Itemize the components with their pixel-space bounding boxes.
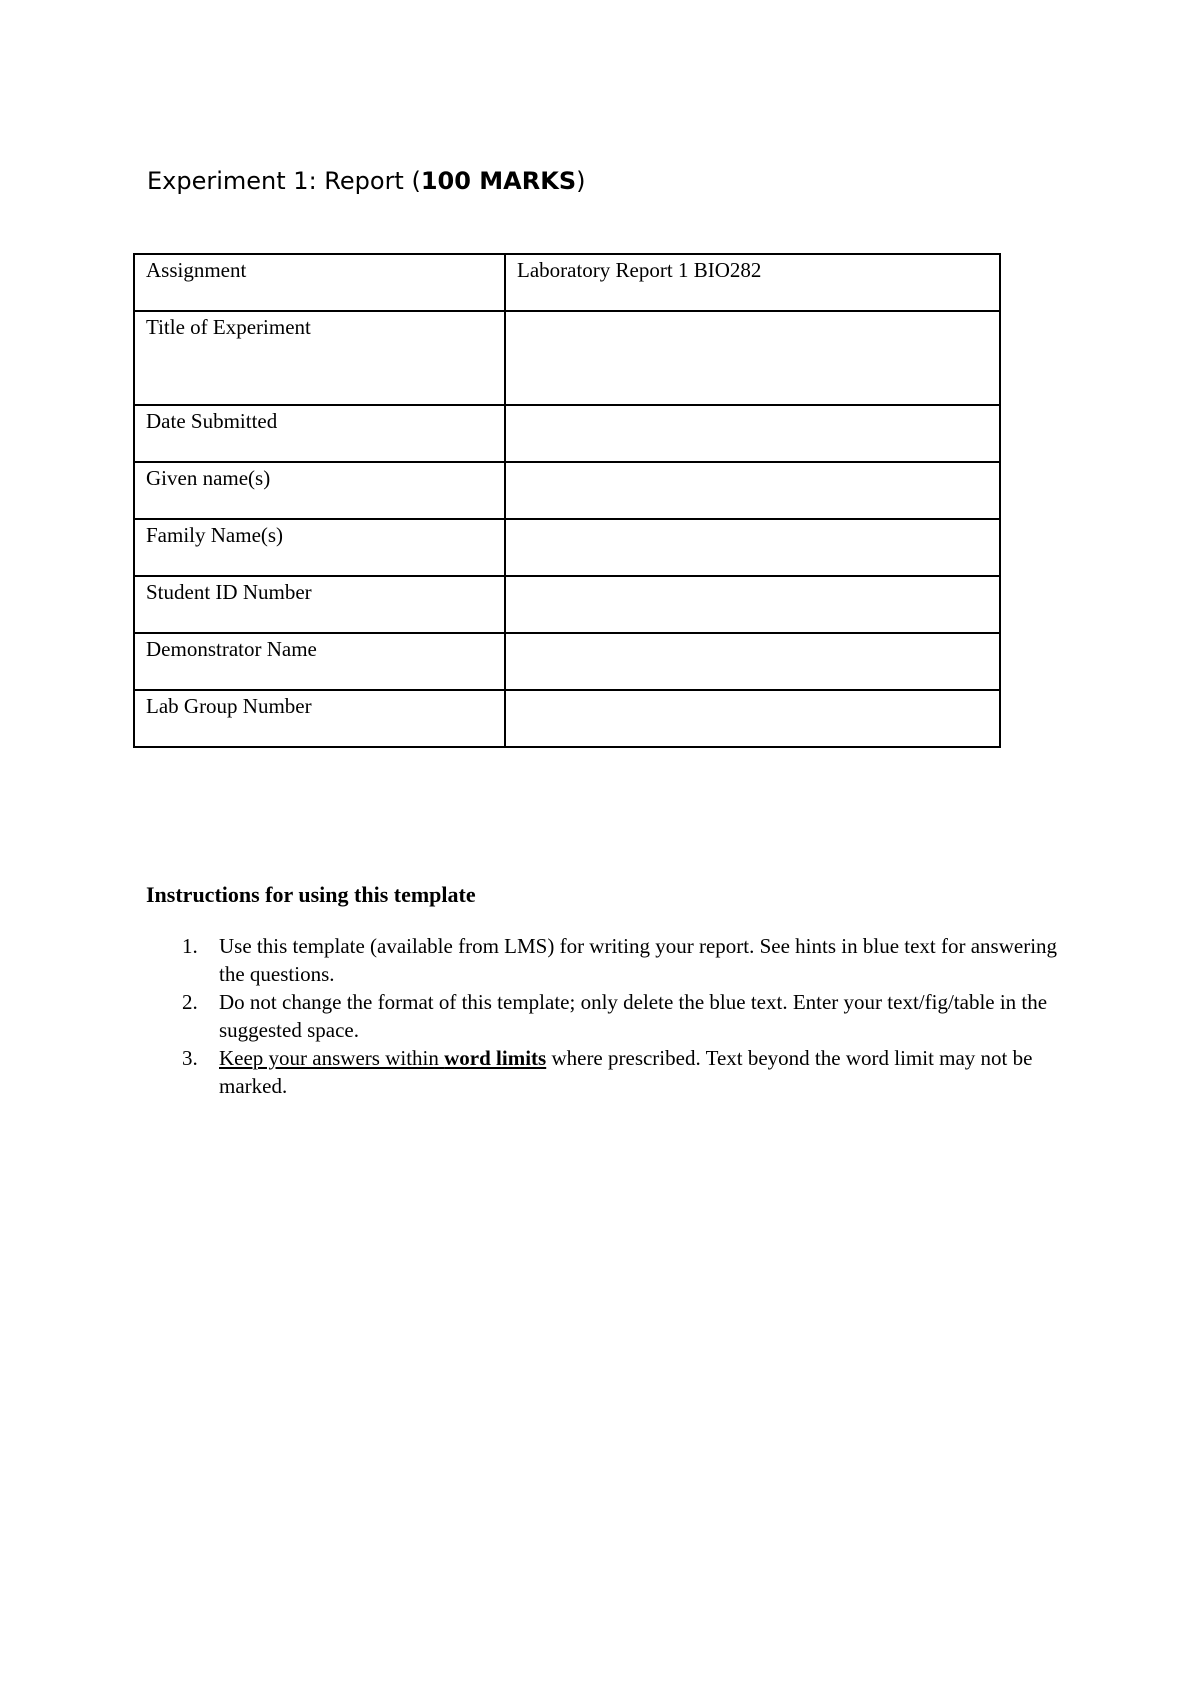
row-value-title-of-experiment[interactable] — [505, 311, 1000, 405]
table-row — [134, 576, 1000, 633]
row-label-assignment: Assignment — [134, 254, 505, 311]
list-number: 1. — [182, 934, 198, 958]
table-row — [134, 519, 1000, 576]
row-label-demonstrator-name: Demonstrator Name — [134, 633, 505, 690]
table-row — [134, 311, 1000, 405]
instruction-text: Use this template (available from LMS) for writing your report. See hints in blue text for answering the questions. — [219, 934, 1058, 986]
row-label-given-names: Given name(s) — [134, 462, 505, 519]
table-row — [134, 633, 1000, 690]
row-label-lab-group-number: Lab Group Number — [134, 690, 505, 747]
row-value-date-submitted[interactable] — [505, 405, 1000, 462]
list-item — [146, 1044, 1066, 1100]
instruction-text — [219, 1046, 1032, 1098]
page-title: Experiment 1: Report (100 MARKS) — [147, 167, 586, 195]
underlined-text: Keep your answers within — [219, 1046, 445, 1070]
word-limits-emphasis: word limits — [444, 1046, 547, 1070]
table-row — [134, 405, 1000, 462]
table-row — [134, 254, 1000, 311]
list-item — [146, 932, 1066, 988]
row-value-given-names[interactable] — [505, 462, 1000, 519]
list-number: 3. — [182, 1046, 198, 1070]
row-value-demonstrator-name[interactable] — [505, 633, 1000, 690]
list-number: 2. — [182, 990, 198, 1014]
row-value-family-names[interactable] — [505, 519, 1000, 576]
title-marks: 100 MARKS — [420, 167, 577, 195]
instructions-heading: Instructions for using this template — [146, 882, 476, 907]
report-info-table — [133, 253, 1001, 748]
table-row — [134, 690, 1000, 747]
row-value-assignment[interactable]: Laboratory Report 1 BIO282 — [505, 254, 1000, 311]
table-row — [134, 462, 1000, 519]
row-value-student-id[interactable] — [505, 576, 1000, 633]
row-label-family-names: Family Name(s) — [134, 519, 505, 576]
row-value-lab-group-number[interactable] — [505, 690, 1000, 747]
list-item — [146, 988, 1066, 1044]
row-label-title-of-experiment: Title of Experiment — [134, 311, 505, 405]
row-label-date-submitted: Date Submitted — [134, 405, 505, 462]
row-label-student-id: Student ID Number — [134, 576, 505, 633]
instruction-text: Do not change the format of this template; only delete the blue text. Enter your text/fig/table in the suggested space. — [219, 990, 1048, 1042]
instruction-rest: where prescribed. Text beyond the word limit may not be marked. — [219, 1046, 1033, 1098]
instructions-list — [146, 932, 1066, 1100]
